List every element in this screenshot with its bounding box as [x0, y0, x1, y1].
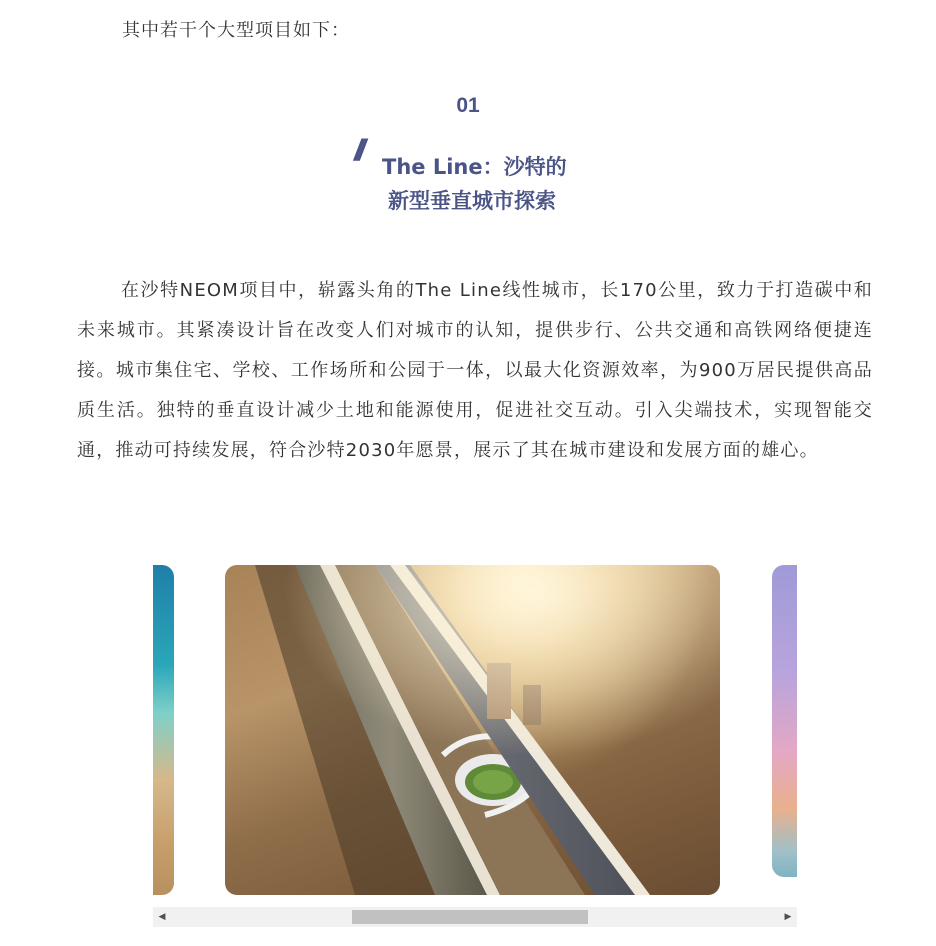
heading-line-1: The Line：沙特的: [382, 155, 567, 179]
scroll-thumb[interactable]: [352, 910, 588, 924]
section-number: 01: [456, 94, 480, 117]
intro-text: 其中若干个大型项目如下：: [122, 20, 350, 41]
scroll-left-icon[interactable]: ◀: [158, 912, 166, 922]
horizontal-scrollbar[interactable]: [153, 907, 797, 927]
carousel-slide-the-line[interactable]: [225, 565, 720, 895]
body-paragraph: 在沙特NEOM项目中，崭露头角的The Line线性城市，长170公里，致力于打造碳中和未来城市。其紧凑设计旨在改变人们对城市的认知，提供步行、公共交通和高铁网络便捷连接。城市集住宅、学校、工作场所和公园于一体，以最大化资源效率，为900万居民提供高品质生活。独特的垂直设计减少土地和能源使用，促进社交互动。引入尖端技术，实现智能交通，推动可持续发展，符合沙特2030年愿景，展示了其在城市建设和发展方面的雄心。: [77, 280, 873, 461]
quote-mark-icon: //: [354, 134, 361, 167]
section-heading: [352, 136, 612, 220]
scroll-right-icon[interactable]: ▶: [784, 912, 792, 922]
the-line-render-image: [225, 565, 720, 895]
heading-line-2: 新型垂直城市探索: [388, 189, 556, 213]
carousel-slide-next[interactable]: [772, 565, 797, 877]
carousel-slide-prev[interactable]: [153, 565, 174, 895]
image-carousel[interactable]: [153, 565, 797, 927]
